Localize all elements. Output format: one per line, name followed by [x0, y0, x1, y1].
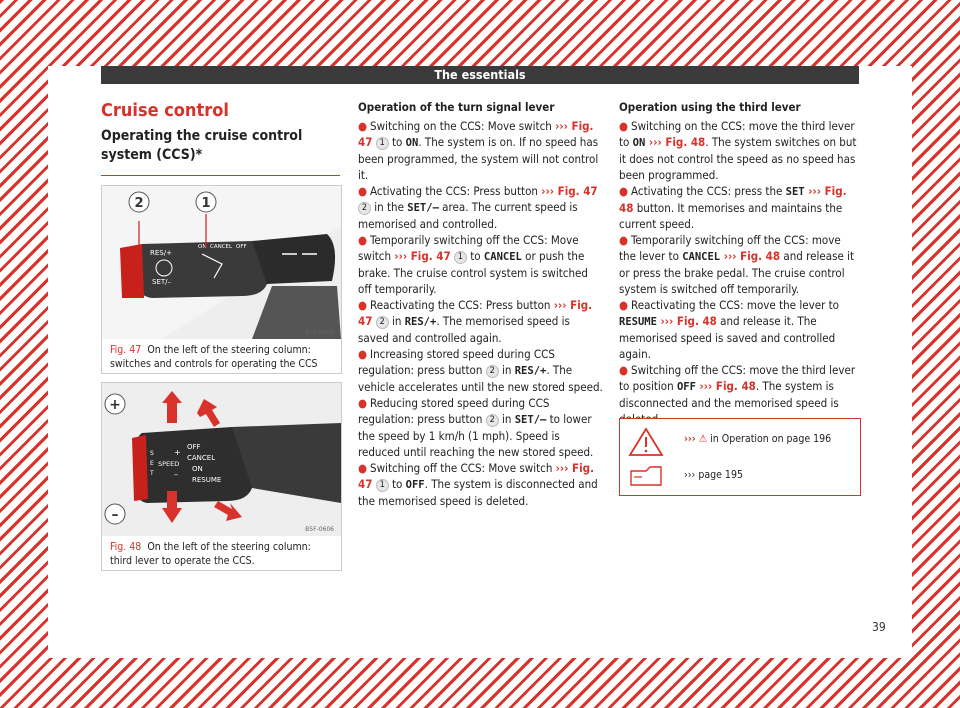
lever-label-on: ON [192, 465, 203, 473]
plus-label: + [109, 397, 121, 413]
callout-number: 2 [376, 316, 389, 329]
control-label: SET/– [407, 202, 439, 214]
control-label: OFF [405, 479, 425, 491]
lever-label-plus: + [174, 448, 181, 457]
turn-signal-item [358, 460, 603, 509]
figure-ref-link[interactable]: ››› Fig. 47 [358, 119, 594, 149]
control-label: RES/+ [404, 316, 437, 328]
item-text: . The system is disconnected and the memorised speed is [619, 379, 839, 410]
item-text: Reactivating the CCS: Press button [370, 298, 554, 312]
lever-label-t: T [150, 470, 154, 477]
item-text: to [466, 249, 484, 263]
third-lever-item [619, 183, 859, 232]
item-text: Switching on the CCS: Move switch [370, 119, 556, 133]
figure-ref-link[interactable]: ››› Fig. 47 [394, 249, 451, 263]
item-text: in [498, 412, 515, 426]
third-lever-item [619, 232, 859, 297]
figure-47 [101, 185, 342, 374]
caption-text: On the left of the steering column: switches and controls for operating the CCS [110, 344, 318, 370]
item-text: area. The current speed is memorised and controlled. [358, 200, 578, 231]
inline-warning-icon: ⚠ [698, 433, 708, 445]
callout-number: 1 [376, 137, 389, 150]
turn-signal-item [358, 118, 603, 183]
third-lever-item [619, 297, 859, 362]
control-label: SET [785, 186, 805, 198]
item-text: Reducing stored speed during CCS regulation: press button [358, 396, 550, 426]
figure-ref-link[interactable]: ››› Fig. 48 [619, 184, 847, 215]
lever-label-s: S [150, 450, 154, 457]
middle-column [358, 100, 603, 509]
item-text: or push the brake. The cruise control system is switched off temporarily. [358, 249, 588, 296]
item-text: . The system is on. If no speed has been programmed, the system will not control it. [358, 135, 599, 182]
callout-number: 2 [486, 414, 499, 427]
note-icons [628, 427, 664, 489]
third-lever-list [619, 118, 859, 427]
subtitle-rule [101, 175, 340, 176]
lever-label-resume: RESUME [192, 476, 222, 484]
third-lever-item [619, 118, 859, 183]
lever-label-cancel: CANCEL [187, 454, 216, 462]
control-label: RESUME [619, 316, 657, 328]
bullet-icon: ● [358, 347, 368, 361]
page-ref[interactable]: ››› page 195 [684, 469, 743, 481]
warning-ref-arrows: ››› [684, 433, 696, 445]
figure-ref-link[interactable]: ››› Fig. 48 [645, 135, 706, 149]
item-text: button. It memorises and maintains the current speed. [619, 201, 843, 231]
page-ref-icon [631, 467, 661, 485]
warning-ref-text: in Operation on page 196 [710, 433, 832, 445]
bullet-icon: ● [358, 184, 368, 198]
figure-number: Fig. 47 [110, 344, 142, 356]
item-text: . The vehicle accelerates until the new stored speed. [358, 363, 603, 394]
item-text: Temporarily switching off the CCS: Move switch [358, 233, 579, 263]
figure-ref-link[interactable]: ››› Fig. 47 [541, 184, 598, 198]
bullet-icon: ● [619, 184, 629, 198]
control-label: OFF [676, 381, 696, 393]
callout-number: 2 [358, 202, 371, 215]
turn-signal-item [358, 232, 603, 297]
control-label: ON [632, 137, 646, 149]
note-box [619, 418, 861, 496]
section-title: Cruise control [101, 100, 229, 121]
lever-label-off: OFF [187, 443, 201, 451]
figure-ref-link[interactable]: ››› Fig. 47 [358, 298, 593, 328]
item-text: in the [371, 200, 408, 214]
caption-text: On the left of the steering column: third lever to operate the CCS. [110, 541, 311, 567]
figure-48-caption [110, 540, 334, 568]
control-label: CANCEL [682, 251, 721, 263]
turn-signal-list [358, 118, 603, 509]
minus-label: – [111, 507, 119, 523]
figure-number: Fig. 48 [110, 541, 142, 553]
control-label: RES/+ [514, 365, 547, 377]
section-subtitle: Operating the cruise control system (CCS)* [101, 128, 303, 163]
item-text: to lower the speed by 1 km/h (1 mph). Speed is reduced until reaching the new stored speed. [358, 412, 594, 459]
right-column [619, 100, 859, 427]
third-lever-heading: Operation using the third lever [619, 100, 801, 114]
running-header: The essentials [101, 66, 859, 84]
turn-signal-heading: Operation of the turn signal lever [358, 100, 555, 114]
figure-code: B5F-0606 [305, 526, 334, 533]
item-text: Temporarily switching off the CCS: move the lever to [619, 233, 841, 263]
bullet-icon: ● [358, 298, 368, 312]
item-text: . The system switches on but it does not control the speed as no speed has been programmed. [619, 135, 857, 182]
figure-48-illustration [102, 383, 341, 536]
callout-number: 1 [376, 479, 389, 492]
callout-2-label: 2 [134, 196, 144, 211]
bullet-icon: ● [619, 363, 629, 377]
turn-signal-item [358, 346, 603, 395]
item-text: in [498, 363, 515, 377]
lever-label-e: E [150, 460, 154, 467]
figure-47-caption [110, 343, 334, 371]
bullet-icon: ● [358, 461, 368, 475]
lever-label-cancel: CANCEL [210, 244, 233, 250]
lever-label-speed: SPEED [158, 460, 180, 468]
item-text: in [388, 314, 405, 328]
lever-label-set: SET/– [152, 278, 172, 286]
turn-signal-item [358, 183, 603, 232]
page-number: 39 [872, 620, 886, 634]
figure-ref-link[interactable]: ››› Fig. 48 [656, 314, 717, 328]
figure-code: B5F-0605 [305, 329, 334, 336]
bullet-icon: ● [358, 119, 368, 133]
warning-ref[interactable] [684, 433, 831, 445]
item-text: to [388, 135, 406, 149]
lever-label-res: RES/+ [150, 249, 172, 257]
figure-47-illustration [102, 186, 341, 339]
figure-ref-link[interactable]: ››› Fig. 48 [720, 249, 781, 263]
lever-label-off: OFF [236, 244, 247, 250]
bullet-icon: ● [619, 233, 629, 247]
item-text: Switching off the CCS: Move switch [370, 461, 556, 475]
callout-number: 1 [454, 251, 467, 264]
bullet-icon: ● [358, 396, 368, 410]
item-text: . The system is disconnected and the memorised speed is deleted. [358, 477, 598, 508]
left-column [101, 100, 340, 165]
figure-48 [101, 382, 342, 571]
bullet-icon: ● [619, 298, 629, 312]
item-text: Switching off the CCS: move the third lever to position [619, 363, 856, 393]
bullet-icon: ● [619, 119, 629, 133]
item-text: Activating the CCS: press the [631, 184, 786, 198]
control-label: ON [405, 137, 419, 149]
item-text: Switching on the CCS: move the third lever to [619, 119, 855, 149]
turn-signal-item [358, 395, 603, 460]
figure-ref-link[interactable]: ››› Fig. 47 [358, 461, 595, 491]
control-label: SET/– [514, 414, 547, 426]
item-text: Activating the CCS: Press button [370, 184, 542, 198]
item-text: Reactivating the CCS: move the lever to [631, 298, 839, 312]
lever-label-on: ON [198, 244, 207, 250]
figure-ref-link[interactable]: ››› Fig. 48 [695, 379, 756, 393]
bullet-icon: ● [358, 233, 368, 247]
lever-label-minus: – [174, 470, 178, 479]
item-text: . The memorised speed is saved and controlled again. [358, 314, 570, 345]
item-text: Increasing stored speed during CCS regulation: press button [358, 347, 555, 377]
item-text: to [388, 477, 406, 491]
callout-number: 2 [486, 365, 499, 378]
item-text: and release it. The memorised speed is saved and controlled again. [619, 314, 836, 361]
item-text: and release it or press the brake pedal. The cruise control system is switched off temporarily. [619, 249, 855, 296]
control-label: CANCEL [483, 251, 522, 263]
callout-1-label: 1 [201, 196, 211, 211]
turn-signal-item [358, 297, 603, 346]
